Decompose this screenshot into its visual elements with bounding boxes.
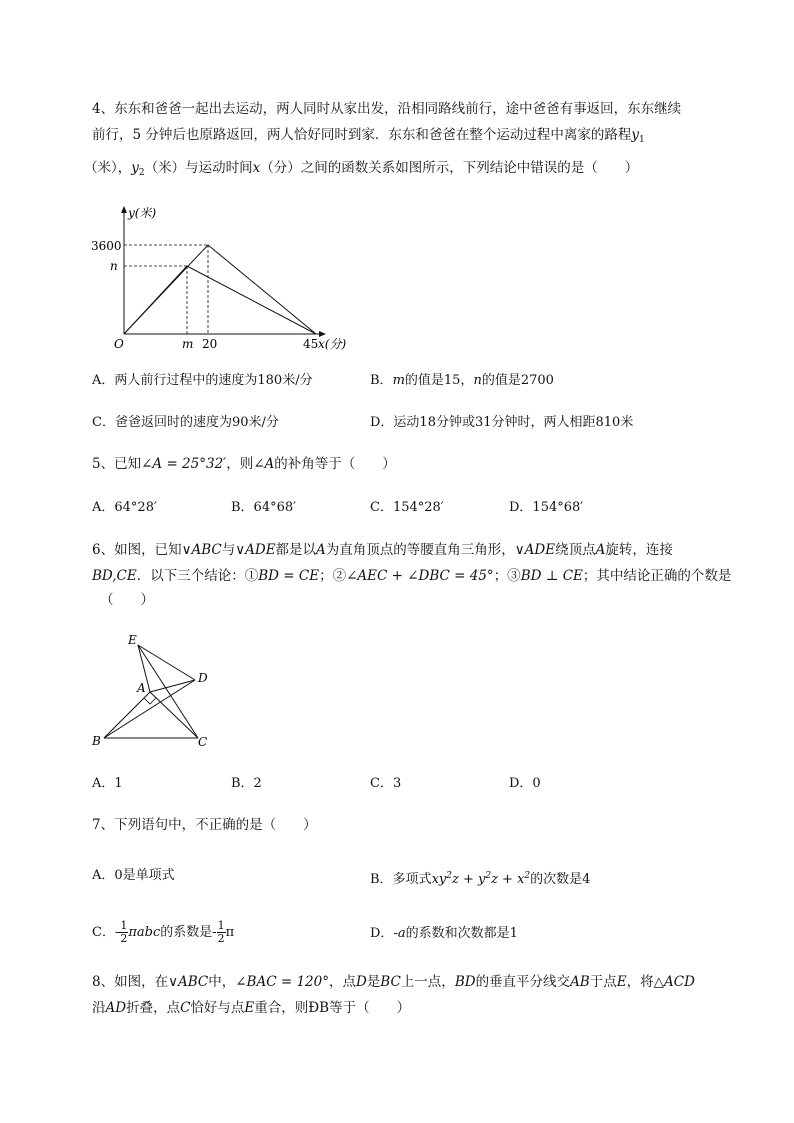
q5-option-a[interactable]: A．64°28′ — [92, 500, 157, 515]
label-C: C — [198, 735, 208, 749]
q4-option-b-n: n — [473, 373, 482, 388]
q4-y2-sub: 2 — [138, 168, 145, 178]
q8-l1-AB: AB — [570, 974, 590, 990]
q6-l1-a: 6、如图，已知 — [92, 542, 182, 558]
q5-stem-a: 5、已知 — [92, 456, 142, 472]
tick-n: n — [110, 259, 118, 273]
q4-option-c[interactable]: C．爸爸返回时的速度为90米/分 — [92, 415, 279, 430]
q7-stem: 7、下列语句中，不正确的是（ ） — [92, 817, 317, 833]
q8-l2-a: 沿 — [92, 1000, 106, 1016]
q8-l1-D: D — [355, 974, 367, 990]
q5-option-b[interactable]: B．64°68′ — [231, 500, 297, 515]
q8-l2-E: E — [244, 1000, 255, 1016]
q8-l2-AD: AD — [105, 1000, 127, 1016]
q7-option-d-pre: D． — [370, 926, 394, 941]
q8-l2-DB: ÐB — [308, 1000, 330, 1016]
q5-stem-b: ，则 — [226, 456, 254, 472]
q5-stem — [92, 455, 396, 473]
x-axis-label: x(分) — [318, 337, 347, 351]
q6-l2-c3: BD ⊥ CE — [520, 568, 583, 584]
y-axis-arrow — [121, 206, 127, 213]
q6-option-a[interactable]: A．1 — [92, 776, 123, 791]
q8-l1-c: ，点 — [328, 974, 356, 990]
q6-triangle-figure — [88, 628, 218, 753]
q7-option-c-pre: C．- — [92, 925, 120, 940]
q7-option-b[interactable] — [370, 867, 590, 889]
q8-l1-a: 8、如图，在 — [92, 974, 169, 990]
q7-option-d-post: 的系数和次数都是1 — [405, 926, 518, 941]
right-angle-mark — [144, 698, 156, 704]
q6-line-3: （ ） — [100, 592, 154, 608]
seg-CE — [138, 645, 198, 738]
q6-option-b[interactable]: B．2 — [231, 776, 262, 791]
q7-option-b-post: 的次数是4 — [530, 872, 591, 887]
q4-line-2 — [92, 126, 645, 149]
q8-l2-d: 重合，则 — [254, 1000, 309, 1016]
seg-ED — [138, 645, 195, 680]
q5-angle-2: ∠A — [253, 456, 275, 472]
q7-fraction-1: $\frac{1}{2}$ — [120, 919, 128, 945]
q6-l2-b: ．以下三个结论：① — [136, 568, 259, 584]
q4-y1-sub: 1 — [639, 135, 645, 145]
q6-l1-e: 绕顶点 — [555, 542, 596, 558]
q7-option-d[interactable] — [370, 925, 518, 943]
q4-option-b[interactable] — [370, 372, 554, 390]
q6-l2-d: ；③ — [493, 568, 521, 584]
q4-x: x — [252, 160, 261, 176]
q7-option-b-pre: B．多项式 — [370, 872, 432, 887]
tick-3600: 3600 — [91, 239, 122, 253]
q6-line-2 — [92, 567, 731, 585]
q5-option-d[interactable]: D．154°68′ — [509, 500, 584, 515]
q5-angle: ∠A = 25°32′ — [141, 456, 227, 472]
q8-line-2 — [92, 999, 410, 1017]
dongdong-line — [124, 245, 316, 334]
q4-line-2-text: 前行，5 分钟后也原路返回，两人恰好同时到家．东东和爸爸在整个运动过程中离家的路程 — [92, 127, 632, 143]
q6-l1-t3: ∨ADE — [514, 542, 556, 558]
q6-l1-t1: ∨ABC — [181, 542, 222, 558]
q8-l2-C: C — [180, 1000, 191, 1016]
q7-fraction-2: $\frac{1}{2}$ — [217, 919, 225, 945]
q4-line-3-b: （米）与运动时间 — [144, 160, 253, 176]
q4-line-3 — [84, 159, 638, 182]
q4-distance-time-graph — [91, 200, 370, 360]
q5-stem-c: 的补角等于（ ） — [274, 456, 396, 472]
q8-l1-b: 中， — [208, 974, 236, 990]
q6-l1-f: 旋转，连接 — [605, 542, 673, 558]
q7-option-d-var: -a — [393, 926, 406, 941]
q8-l1-ang: ∠BAC = 120° — [235, 974, 329, 990]
q4-option-d[interactable]: D．运动18分钟或31分钟时，两人相距810米 — [370, 415, 634, 430]
seg-AD — [150, 680, 195, 692]
q4-y2: y — [131, 160, 139, 176]
q8-line-1 — [92, 973, 695, 991]
label-D: D — [198, 671, 208, 685]
q7-option-a[interactable]: A．0是单项式 — [92, 868, 175, 883]
q8-l1-E: E — [616, 974, 627, 990]
dad-line — [124, 266, 316, 334]
q8-l2-c: 恰好与点 — [190, 1000, 245, 1016]
y-axis-label: y(米) — [128, 206, 157, 220]
q4-line-3-a: （米）， — [84, 160, 132, 176]
q6-l1-c: 都是以 — [275, 542, 317, 558]
q6-l1-t2: ∨ADE — [235, 542, 276, 558]
q4-y1: y — [631, 127, 640, 143]
q8-l1-g: 于点 — [589, 974, 617, 990]
q8-l1-ACD: ACD — [663, 974, 695, 990]
q7-option-c-term: πabc — [128, 925, 161, 940]
q4-option-a[interactable]: A．两人前行过程中的速度为180米/分 — [92, 373, 313, 388]
q8-l2-e: 等于（ ） — [329, 1000, 411, 1016]
label-E: E — [128, 633, 137, 647]
tick-45: 45 — [303, 337, 319, 351]
q8-l1-BD: BD — [454, 974, 476, 990]
q6-l1-b: 与 — [221, 542, 236, 558]
tick-origin: O — [114, 337, 124, 351]
q8-l1-t: ∨ABC — [168, 974, 209, 990]
q4-option-b-m: m — [392, 373, 405, 388]
q7-option-c-mid2: 的系数是- — [160, 925, 217, 940]
q7-option-c-post: π — [225, 925, 235, 940]
q8-l1-f: 的垂直平分线交 — [475, 974, 571, 990]
q4-option-b-post: 的值是2700 — [481, 373, 554, 388]
q8-l1-e: 上一点， — [400, 974, 455, 990]
q6-l1-d: 为直角顶点的等腰直角三角形， — [325, 542, 515, 558]
q6-l2-a: BD,CE — [92, 568, 137, 584]
q5-option-c[interactable]: C．154°28′ — [370, 500, 444, 515]
q6-l2-e: ；其中结论正确的个数是 — [582, 568, 732, 584]
q6-option-c[interactable]: C．3 — [370, 776, 402, 791]
q6-l1-A: A — [316, 542, 326, 558]
q4-option-b-pre: B． — [370, 373, 393, 388]
q6-l2-c: ；② — [319, 568, 347, 584]
seg-AB — [104, 692, 150, 738]
q4-line-1: 4、东东和爸爸一起出去运动，两人同时从家出发，沿相同路线前行，途中爸爸有事返回，东东继续 — [92, 101, 682, 117]
q6-l2-c2: ∠AEC + ∠DBC = 45° — [346, 568, 494, 584]
q6-l1-A2: A — [595, 542, 606, 558]
q4-option-b-mid: 的值是15， — [404, 373, 474, 388]
q8-l1-BC: BC — [380, 974, 401, 990]
q7-option-c[interactable] — [92, 918, 234, 948]
seg-AC — [150, 692, 198, 738]
tick-m: m — [182, 337, 194, 351]
q8-l1-h: ，将△ — [626, 974, 664, 990]
q8-l1-d: 是 — [366, 974, 381, 990]
tick-20: 20 — [202, 337, 218, 351]
label-B: B — [92, 734, 101, 748]
q8-l2-b: 折叠，点 — [126, 1000, 181, 1016]
q7-polynomial: $xy^2z + y^2z + x^2$ — [431, 871, 531, 887]
q6-l2-c1: BD = CE — [258, 568, 320, 584]
label-A: A — [137, 681, 146, 695]
q6-option-d[interactable]: D．0 — [509, 776, 541, 791]
q6-line-1 — [92, 541, 673, 559]
q4-line-3-c: （分）之间的函数关系如图所示，下列结论中错误的是（ ） — [260, 160, 639, 176]
